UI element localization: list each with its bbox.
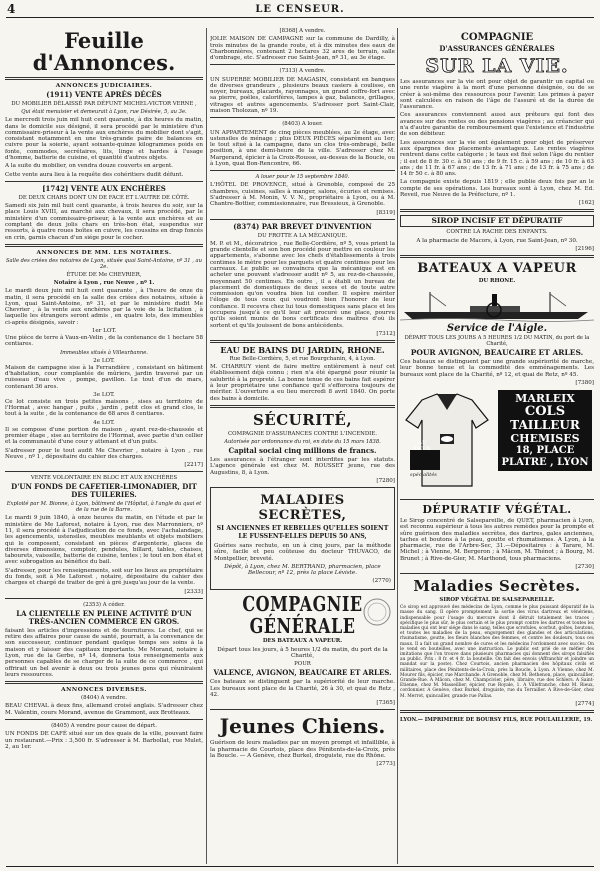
page-number: 4	[7, 2, 16, 16]
ad-heading: VENTE VOLONTAIRE EN BLOC ET AUX ENCHÈRES	[30, 475, 178, 482]
steamboat-illustration-icon	[400, 286, 594, 322]
ad-text: Une pièce de terre à Vaux-en-Velin , de la contenance de 1 hectare 58 centiares.	[5, 335, 203, 348]
ad-text: Le mardi 9 juin 1840, à onze heures du matin, en l'étude et par le ministère de Me Laforest, notaire à Lyon, rue des Marronniers, nº 11, il sera procédé à l'adjudication de ce fonds, avec l'achalandage, les agencements, ustensiles, meubles meublants et objets mobiliers qui le composent, consistant en pièces d'argenterie, glaces de diverses dimensions, comptoir, pendules, billard, tables, chaises, tabourets, vaisselle, batterie de cuisine, tentes ; le tout en bon état et avec subrogation au bénéfice du bail.	[5, 515, 203, 566]
column-rule-2	[397, 28, 398, 864]
ad-number: [2217]	[184, 462, 203, 469]
ad-text: Samedi six juin mil huit cent quarante, à trois heures du soir, sur la place Louis XVIII, au marché aux chevaux, il sera procédé, par le ministère d'un commissaire-priseur, à la vente aux enchères et au comptant de deux jolis chars en très-bon état, suspendus sur ressorts, à quatre roues boîtes en cuivre, les coussins en drap foncés en crin, garnis chacun d'un siége pour le cocher.	[5, 203, 203, 241]
ad-title: Maladies Secrètes.	[413, 577, 581, 596]
ad-text: BEAU CHEVAL à deux fins, allemand croisé anglais. S'adresser chez M. Valentin, cours Morand, avenue de Grammont, aux Brotteaux.	[5, 703, 203, 716]
ad-heading: (8404) A vendre.	[81, 695, 127, 702]
section-note: Salle des criées des notaires de Lyon, située quai Saint-Antoine, nº 31 , au 2e.	[6, 257, 202, 270]
ad-subheading: Rue Belle-Cordière, 5, et rue Bourgchanin, 4, à Lyon.	[229, 355, 376, 362]
lot-label: 4e LOT.	[93, 419, 115, 426]
ad-heading: (1911) VENTE APRÈS DÉCÈS	[46, 90, 162, 99]
ad-title: COMPAGNIE	[460, 32, 534, 43]
ad-heading: (2353) A céder.	[83, 601, 125, 608]
ad-text: Ces bateaux se distinguent par une grande supériorité de marche, leur bonne tenue et la commodité des emménagements. Les bureaux sont place de la Charité, nº 12, et quai de Retz, nº 45.	[400, 359, 594, 378]
ad-heading: [1742] VENTE AUX ENCHÈRES	[42, 183, 166, 193]
section-heading: ANNONCES DIVERSES.	[61, 687, 147, 694]
lot-note: Immeubles situés à Villeurbanne.	[60, 349, 148, 356]
column-3	[400, 28, 594, 864]
compagnie-ad	[210, 592, 395, 707]
ad-note: Autorisée par ordonnance du roi, en date du 15 mars 1838.	[224, 439, 381, 446]
printer-footer: LYON.— IMPRIMERIE DE BOURSY FILS, RUE POULAILLERIE, 19.	[400, 716, 593, 723]
divider	[400, 710, 594, 713]
ad-text: UN SUPERBE MOBILIER DE MAGASIN, consistant en banques de diverses grandeurs , plusieurs beaux casiers à coulisse, en noyer, bureaux, placards, rayonnages, un grand coffre-fort avec sa pierre, poêles, calorifères, lampes à gaz, balances, grillages, vitrages et autres agencements. S'adresser port Saint-Clair, maison Tholozan, nº 19.	[210, 76, 395, 115]
ad-subheading: SI ANCIENNES ET REBELLES QU'ELLES SOIENT LE FUSSENT-ELLES DEPUIS 50 ANS,	[216, 524, 389, 540]
ad-number: [7380]	[575, 379, 594, 386]
section-heading: ANNONCES DE MM. LES NOTAIRES.	[36, 249, 172, 256]
ad-subheading: DE DEUX CHARS DONT UN DE FACE ET L'AUTRE DE CÔTÉ.	[18, 194, 190, 201]
divider	[5, 598, 203, 599]
header-rule	[6, 17, 594, 18]
ad-text: A la pharmacie de Macors, à Lyon, rue Saint-Jean, nº 30.	[416, 237, 578, 244]
ad-heading: (8403) A louer.	[282, 121, 323, 128]
ad-text: La compagnie existe depuis 1819 ; elle publie deux fois par an le compte de ses opérations. Les bureaux sont à Lyon, chez M. Ed. Reveil, rue Neuve de la Préfecture, nº 1.	[400, 179, 594, 199]
ad-text: Maison de campagne sise à la Ferrandière , consistant en bâtiment d'habitation, cour complantée de mûriers, jardin traversé par un ruisseau d'eau vive , pompe, pavillon. Le tout d'un de mars, contenant 36 ares.	[5, 364, 203, 390]
bottom-rule	[6, 866, 594, 867]
marleix-text-block	[498, 390, 592, 471]
ad-heading: (7313) A vendre.	[279, 68, 326, 75]
divider	[210, 219, 395, 220]
ad-subheading: DES BATEAUX A VAPEUR.	[262, 638, 343, 645]
marleix-tailleur: TAILLEUR	[510, 417, 580, 432]
ad-number: [2730]	[575, 564, 594, 571]
maladies-box	[210, 487, 395, 590]
ad-number: [7280]	[376, 477, 395, 484]
marleix-ad	[400, 388, 594, 496]
divider	[5, 681, 203, 684]
ad-text: M. P. et M., décoratrice , rue Belle-Cordière, nº 5, vous prient la grande clientelle et son bon procédé pour mettre en couleur les appartements, s'abonne avec les chefs d'établissements à trois centimes le mètre pour les parquets et quatre centimes pour les carreaux. Le public se convaincra que la mécanique est en acheter une pouvant s'adresser audit nº 5, au rez-de-chaussée, moyennant 50 centimes. En outre , il a établi un bureau de placement de domestiques de deux sexes et de toute autre commission qu'on voudra bien lui confier. Il espère mériter l'éloge de tous ceux qui voudront bien l'honorer de leur confiance. Il recevra chez lui tous domestiques sans place et les occupera jusqu'à ce qu'il leur ait procuré une place, pourvu qu'ils soient munis de bons certificats des maîtres d'où ils sortent et qu'ils jouissent de bons antécédents.	[210, 240, 395, 329]
marleix-place: PLATRE , LYON	[501, 456, 589, 468]
ad-title: BATEAUX A VAPEUR	[417, 260, 577, 276]
divider	[210, 64, 395, 65]
ad-depot: Dépôt, à Lyon, chez M. BERTRAND, pharmacien, place Bellecour, nº 12, près la place Léviste.	[224, 563, 381, 577]
divider	[210, 340, 395, 343]
divider	[5, 244, 203, 247]
marleix-name: MARLEIX	[515, 391, 575, 405]
ad-subheading: CONTRE LA RACHE DES ENFANTS.	[446, 229, 548, 236]
ad-number: [2773]	[376, 761, 395, 768]
ad-text: Le Sirop concentré de Salsepareille, de QUET, pharmacien à Lyon, est reconnu supérieur à tous les autres remèdes pour la prompte et sûre guérison des maladies secrètes, des dartres, gales anciennes, taches et boutons à la peau, goutte et rhumatismes. A Lyon, à la pharmacie, rue de l'Arbre-Sec, 31.—Dépositaires : à Tarare, M. Michel ; à Vienne, M. Bergeron ; à Mâcon, M. Thénot ; à Bourg, M. Brunet ; à Rive-de-Gier, M. Marthond, tous pharmaciens.	[400, 517, 594, 562]
ad-text: UN APPARTEMENT de cinq pièces meublées, au 2e étage, avec ustensiles de ménage ; plus DEUX PIÈCES séparément au 1er; le tout situé à la campagne, dans un clos très-ombragé, belle position, à une demi-heure de la ville. S'adresser chez M. Margerand, épicier à la Croix-Rousse, au-dessus de la Boucle, ou à Lyon, quai Bon-Rencontre, 66.	[210, 129, 395, 168]
divider	[210, 709, 395, 710]
ad-subheading: DU RHONE.	[478, 277, 516, 284]
ad-pour: POUR	[294, 661, 311, 668]
ad-capital: Capital social cinq millions de francs.	[228, 446, 377, 456]
marleix-chemises: CHEMISES	[510, 431, 580, 445]
ad-text: Ces bateaux se distinguent par la supériorité de leur marche. Les bureaux sont place de la Charité, 26 à 30, et quai de Retz , 42.	[210, 679, 395, 699]
marleix-address: 18, PLACE	[515, 444, 575, 456]
ad-subheading: SIROP VÉGÉTAL DE SALSEPAREILLE.	[439, 597, 555, 604]
etude-address: Notaire à Lyon , rue Neuve , nº 1.	[53, 280, 155, 287]
divider	[5, 471, 203, 472]
ad-title: DÉPURATIF VÉGÉTAL.	[422, 502, 572, 516]
ad-title: LA CLIENTELLE EN PLEINE ACTIVITÉ D'UN TRÈS-ANCIEN COMMERCE EN GROS.	[16, 608, 192, 626]
marleix-au: AU DEUX	[414, 439, 431, 452]
ad-note: Exploité par M. Bionne, à Lyon, bâtiment de l'Hôpital, à l'angle du quai et de la rue de la Barre.	[6, 501, 202, 514]
service-title: Service de l'Aigle.	[446, 323, 548, 335]
ad-subheading: DU FROTTE A LA MÉCANIQUE.	[257, 232, 348, 239]
ad-note: Qui était menuisier et demeurait à Lyon, rue Désirée, 5, au 3e.	[21, 109, 187, 116]
marleix-specialites: spécialités	[410, 471, 437, 478]
lot-label: 2e LOT.	[93, 357, 115, 364]
divider	[210, 405, 395, 408]
ad-text: Guéries sans rechute, en un à cinq jours, par la méthode sûre, facile et peu coûteuse du docteur THUVACO, de Montpellier, breveté.	[214, 542, 391, 562]
divider	[5, 181, 203, 182]
ad-text: JOLIE MAISON DE CAMPAGNE sur la commune de Dardilly, à trois minutes de la grande route, et à dix minutes des eaux de Charbonnières, contenant 2 hectares 32 ares de terrain, salle d'ombrage, etc. S'adresser rue Saint-Jean, nº 31, au 3e étage.	[210, 36, 395, 62]
divider	[210, 170, 395, 171]
ad-heading: (8405) A vendre pour cause de départ.	[51, 723, 157, 730]
ad-text: Guérison de leurs maladies par un moyen prompt et infaillible, à la pharmacie de Courtois, place des Pénitents-de-la-Croix, près la Boucle. — A Genève, chez Burkel, droguiste, rue du Rhône.	[210, 740, 395, 759]
masthead: LE CENSEUR.	[255, 4, 345, 15]
ad-text: A la suite du mobilier, on vendra douze couverts en argent.	[5, 163, 173, 170]
ad-text: Ces assurances conviennent aussi aux préteurs qui font des avances sur des rentes ou des pensions viagères ; au créancier qui n'a d'autre garantie de remboursement que l'existence et l'industrie de son débiteur.	[400, 112, 594, 138]
page-header	[0, 0, 600, 26]
ad-text: Ce sirop est approuvé des médecins de Lyon, comme le plus puissant dépuratif de la masse du sang. Il opère promptement la sortie des virus dartreux et vénériens, indispensable pour l'usage du mercure dont il détruit totalement les traces ; spécifique le plus sûr, le plus certain et le plus prompt contre les dartres et toutes les maladies qui ont leur siége dans le sang, telles que scrofules, scorbut, goîtes, boutons, et toutes les maladies de la peau, engorgement des glandes et des articulations, rhumatisme, goutte, les fleurs blanches des femmes, et contre les douleurs, tous ces maux. Il a fait un grand nombre de cures et les médecins l'ordonnent avec succès. On le vend en bouteilles, avec une instruction. Le public est prié de se méfier des imitations que l'on trouve dans plusieurs pharmacies qui donnent des sirops falsifiés au public. Prix : 8 fr. et 4 fr. la bouteille. On fait des envois (Affranchir et joindre un mandat sur la poste). Chez Courtois, ancien pharmacien des hôpitaux civils et militaires, place des Pénitents-de-la-Croix, près la Boucle, à Lyon. A Vienne, chez M. Mourer fils, épicier, rue Marchande. A Grenoble, chez M. Bethenon, place, quincaillier, Grande-Rue. A Mâcon, chez M. Champcivier, père, libraire, rue des Schlers. A Saint-Etienne, chez M. Masseillier, épicier, rue Royale, 1. A Villefranche, chez M. Rieux, cordonnier. A Genève, chez Burkel, droguiste, rue du Terrailler. A Rive-de-Gier, chez M. Merrot, quincailler, grande rue Pallas.	[400, 605, 594, 699]
ad-destinations: POUR AVIGNON, BEAUCAIRE ET ARLES.	[410, 348, 584, 358]
ad-number: [162]	[578, 200, 594, 207]
ad-text: Les assurances sur la vie ont également pour objet de préserver aux épargnes des placements avantageux. Les rentes viagères rentrent dans cette catégorie ; le taux est fixé selon l'âge du rentier ; il est de 8 fr. 30 c. à 50 ans ; de 9 fr. 15 c. à 59 ans ; de 10 fr. à 63 ans ; de 11 fr. à 67 ans ; de 13 fr. à 71 ans ; de 13 fr. à 75 ans ; de 14 fr 50 c. à 80 ans.	[400, 139, 594, 178]
ad-heading: A louer pour le 15 septembre 1840.	[255, 174, 350, 181]
ad-number: [2333]	[184, 588, 203, 595]
ad-text: faisant les articles d'impressions et de fournitures. Le chef, qui se retire des affaires pour cause de santé, pourrait, à la convenance de son successeur, continuer pendant quelque temps ses soins à la maison et y laisser des capitaux importants. Me Morand, notaire à Lyon, rue de la Gerbe, nº 14, donnera tous renseignements aux personnes capables de se charger de la suite de ce commerce , qui offrirait un bel avenir à deux ou trois jeunes gens qui réuniraient leurs ressources.	[5, 627, 203, 678]
ad-title: COMPAGNIE GÉNÉRALE	[242, 592, 363, 639]
ad-subheading: COMPAGNIE D'ASSURANCES CONTRE L'INCENDIE.	[228, 430, 377, 437]
etude-heading: ÉTUDE DE Me CHEVRIER,	[66, 271, 142, 278]
ad-subheading: D'ASSURANCES GÉNÉRALES	[439, 44, 555, 53]
ad-number: [2774]	[575, 700, 594, 707]
ad-text: Il se compose d'une portion de maison , ayant rez-de-chaussée et premier étage , sise au territoire de l'Hormat, avec partie d'un cellier et la communauté d'une cour y attenant et d'un puits.	[5, 426, 203, 446]
ad-number: [2196]	[575, 245, 594, 252]
ad-text: S'adresser pour le tout audit Me Chevrier , notaire à Lyon , rue Neuve , nº 1 , dépositaire du cahier des charges.	[5, 447, 203, 460]
feuilleton-title: Feuille d'Annonces.	[32, 28, 176, 75]
lot-label: 1er LOT.	[91, 328, 117, 335]
lot-label: 3e LOT.	[93, 391, 115, 398]
ad-text: L'HÔTEL DE PROVENCE, situé à Grenoble, composé de 25 chambres, cuisines, salles à manger, salons, écuries et remises. S'adresser à M. Monin, V. V. N., propriétaire à Lyon, ou à M. Chantre-Bottier, commissionnaire, rue Bressieux, à Grenoble.	[210, 182, 395, 208]
divider	[5, 719, 203, 720]
marleix-cols: COLS	[524, 403, 566, 419]
divider	[210, 117, 395, 118]
ad-title: D'UN FONDS DE CAFETIER-LIMONADIER, DIT DES TUILERIES.	[11, 482, 197, 500]
ad-text: M. CHARRUY vient de faire mettre entièrement à neuf cet établissement déjà connu ; rien n'a été épargné pour réunir la salubrité à la propreté. La bonne tenue de ces bains fait espérer à leur propriétaire une confiance qu'il s'efforcera toujours de mériter. L'ouverture a eu lieu mercredi 8 avril 1840. On porte des bains à domicile.	[210, 364, 395, 402]
ad-title: (8374) PAR BREVET D'INVENTION	[233, 221, 372, 231]
divider	[400, 573, 594, 574]
divider	[400, 209, 594, 212]
ad-text: Ce lot consiste en trois petites maisons , sises au territoire de l'Hormat , avec hangar , puits , jardin , petit clos et grand clos, le tout à la suite , de la contenance de 68 ares 8 centiares.	[5, 398, 203, 418]
ad-title: SIROP INCISIF ET DÉPURATIF	[400, 215, 594, 227]
ad-text: Les assurances à l'étranger sont interdites par les statuts. L'agence générale est chez M. ROUSSET jeune, rue des Augustins, 8, à Lyon.	[210, 457, 395, 476]
ad-subheading: DU MOBILIER DÉLAISSÉ PAR DÉFUNT MICHEL-VICTOR VERNE ,	[11, 101, 197, 107]
ad-title: MALADIES SECRÈTES,	[258, 492, 347, 523]
ad-text: UN FONDS DE CAFÉ situé sur un des quais de la ville, pouvant faire un restaurant.—Prix : 3,500 fr. S'adresser à M. Barbollat, rue Mulet, 2, au 1er.	[5, 731, 203, 750]
column-rule-1	[206, 28, 207, 864]
ad-number: [7312]	[376, 330, 395, 337]
ad-title: Jeunes Chiens.	[219, 714, 386, 739]
divider	[400, 255, 594, 258]
ad-destinations: VALENCE, AVIGNON, BEAUCAIRE ET ARLES.	[213, 668, 392, 678]
vie-title: SUR LA VIE.	[425, 55, 569, 77]
censeur-stamp-icon	[361, 596, 393, 628]
ad-text: Cette vente aura lieu à la requête des cohéritiers dudit défunt.	[5, 171, 184, 178]
ad-number: [8319]	[376, 209, 395, 216]
ad-number: (2770)	[372, 578, 391, 585]
ad-text: Le mardi deux juin mil huit cent quarante , à l'heure de onze du matin, il sera procédé en la salle des criées des notaires, située à Lyon, quai Saint-Antoine, nº 31, et par le ministère dudit Me Chevrier , à la vente aux enchères par la voie de la licitation , à laquelle les étrangers seront admis , en quatre lots, des immeubles ci-après désignés, savoir :	[5, 288, 203, 326]
ad-title: EAU DE BAINS DU JARDIN, RHONE.	[220, 344, 385, 355]
column-2	[210, 28, 395, 864]
ad-text: Les assurances sur la vie ont pour objet de garantir un capital ou une rente viagère à la mort d'une personne désignée, ou de se créer à soi-même des ressources pour l'avenir. Les primes à payer sont calculées en raison de l'âge de l'assuré et de la durée de l'assurance.	[400, 79, 594, 111]
ad-note: DÉPART TOUS LES JOURS A 5 HEURES 1/2 DU MATIN, du port de la Charité,	[404, 335, 590, 348]
ad-heading: [8368] A vendre.	[279, 28, 326, 34]
ad-text: S'adresser, pour les renseignements, soit sur les lieux au propriétaire du fonds, soit à Me Laforest , notaire, dépositaire du cahier des charges et chargé de traiter de gré à gré jusqu'au jour de la vente.	[5, 567, 203, 587]
section-heading: ANNONCES JUDICIAIRES.	[55, 83, 153, 89]
ad-title: SÉCURITÉ,	[252, 410, 353, 429]
ad-number: [7365]	[376, 700, 395, 707]
ad-text: Le mercredi trois juin mil huit cent quarante, à dix heures du matin, dans le domicile sus désigné, il sera procédé par le ministère d'un commissaire-priseur à la vente aux enchères du mobilier dont s'agit, consistant notamment en une très-grande paire de balances en cuivre pour la soierie, ayant soixante-quinze kilogrammes poids en fonte, commodes, secrétaires, lits, linge et hardes à l'usage d'homme, batterie de cuisine, et quantité d'autres objets.	[5, 117, 203, 161]
column-1	[5, 28, 203, 864]
ad-text: Départ tous les jours, à 5 heures 1/2 du matin, du port de la Charité,	[217, 646, 388, 659]
divider	[400, 499, 594, 500]
divider	[5, 77, 203, 80]
